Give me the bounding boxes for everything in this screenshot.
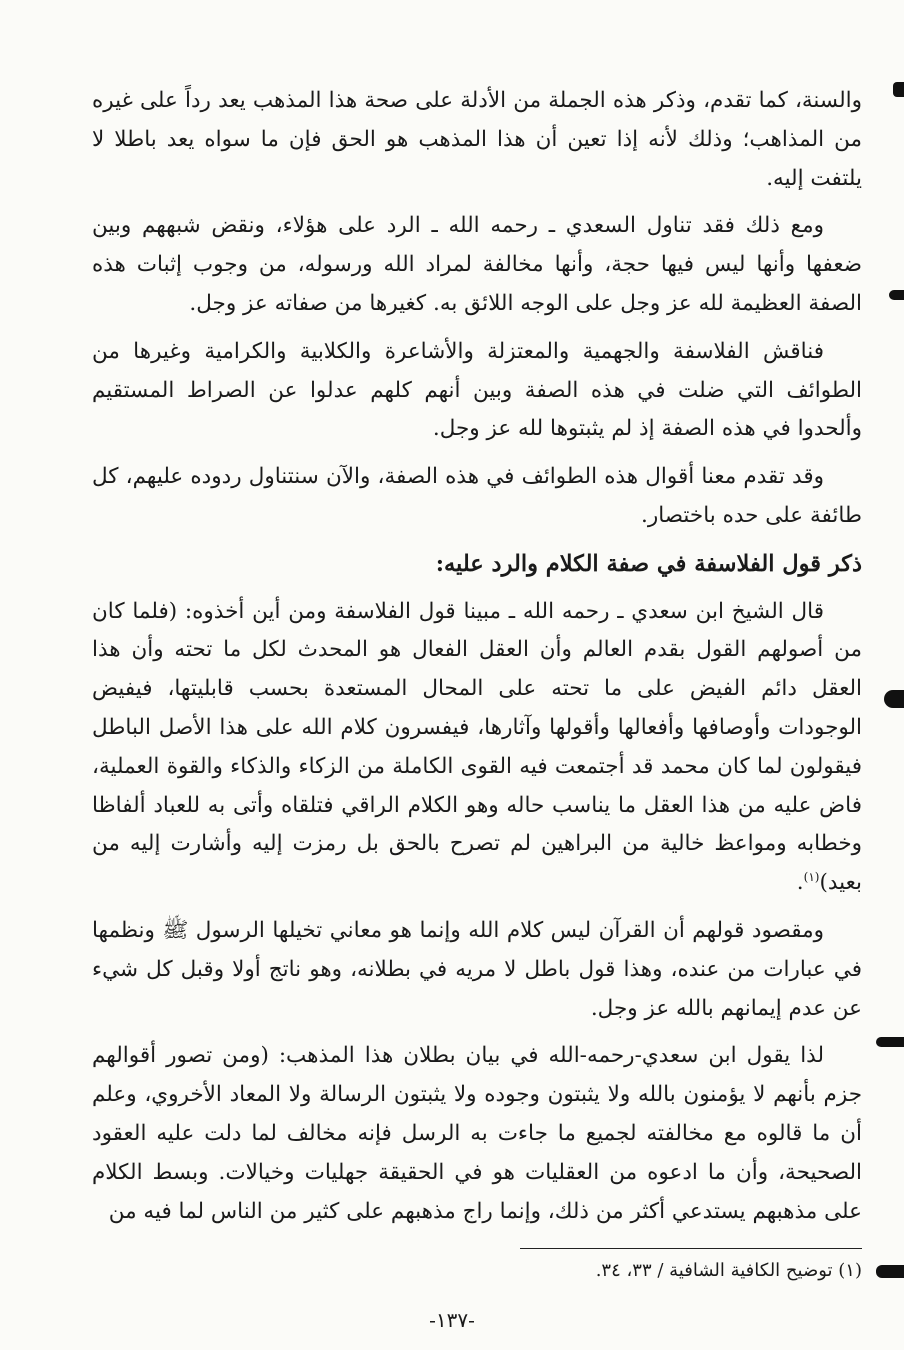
footnote-reference[interactable]: (١) (803, 869, 820, 884)
paragraph-7: لذا يقول ابن سعدي-رحمه-الله في بيان بطلان هذا المذهب: (ومن تصور أقوالهم جزم بأنهم لا يؤمنون بالله ولا يثبتون وجوده ولا يثبتون الرسالة ولا المعاد الأخروي، وعلم أن ما قالوه مع مخالفته لجميع ما جاءت به الرسل فإنه مخالف لما دلت عليه العقود الصحيحة، وأن ما ادعوه من العقليات هو في الحقيقة جهليات وخيالات. وبسط الكلام على مذهبهم يستدعي أكثر من ذلك، وإنما راج مذهبهم على كثير من الناس لما فيه من (92, 1043, 862, 1224)
scan-edge-mark (884, 690, 904, 708)
section-heading: ذكر قول الفلاسفة في صفة الكلام والرد عليه: (435, 550, 862, 577)
scan-edge-mark (876, 1037, 904, 1047)
paragraph-1: والسنة، كما تقدم، وذكر هذه الجملة من الأدلة على صحة هذا المذهب يعد رداً على غيره من المذاهب؛ وذلك لأنه إذا تعين أن هذا المذهب هو الحق فإن ما سواه يعد باطلا لا يلتفت إليه. (92, 88, 862, 191)
paragraph-6: ومقصود قولهم أن القرآن ليس كلام الله وإنما هو معاني تخيلها الرسول ﷺ ونظمها في عبارات من عنده، وهذا قول باطل لا مريه في بطلانه، وهو ناتج أولا وقبل كل شيء عن عدم إيمانهم بالله عز وجل. (92, 917, 862, 1021)
scan-edge-mark (889, 290, 904, 300)
quote-end: . (796, 870, 804, 896)
footnote: (١) توضيح الكافية الشافية / ٣٣، ٣٤. (595, 1260, 862, 1281)
main-text (92, 82, 862, 1240)
paragraph-2: ومع ذلك فقد تناول السعدي ـ رحمه الله ـ الرد على هؤلاء، ونقض شبههم وبين ضعفها وأنها ليس فيها حجة، وأنها مخالفة لمراد الله ورسوله، من وجوب إثبات هذه الصفة العظيمة لله عز وجل على الوجه اللائق به. كغيرها من صفاته عز وجل. (92, 213, 862, 316)
scan-edge-mark (893, 82, 904, 97)
page-number: -١٣٧- (429, 1308, 475, 1332)
paragraph-3: فناقش الفلاسفة والجهمية والمعتزلة والأشاعرة والكلابية والكرامية وغيرها من الطوائف التي ضلت في هذه الصفة وبين أنهم كلهم عدلوا عن الصراط المستقيم وألحدوا في هذه الصفة إذ لم يثبتوها لله عز وجل. (92, 338, 862, 442)
footnote-divider (520, 1248, 862, 1249)
quote-text: قال الشيخ ابن سعدي ـ رحمه الله ـ مبينا قول الفلاسفة ومن أين أخذوه: (فلما كان من أصولهم القول بقدم العالم وأن العقل الفعال هو المحدث لكل ما تحته وأن هذا العقل دائم الفيض على ما تحته على المحال المستعدة بحسب قابليتها، فيفيض الوجودات وأوصافها وأفعالها وأقولها وآثارها، فيفسرون كلام الله على هذا الأصل الباطل فيقولون لما كان محمد قد أجتمعت فيه القوى الكاملة من الزكاء والذكاء والقوة العملية، فاض عليه من هذا العقل ما يناسب حاله وهو الكلام الراقي فتلقاه وأتى به للعباد ألفاظا وخطابه ومواعظ خالية من البراهين لم تصرح بالحق بل رمزت إليه وأشارت إليه من بعيد) (92, 598, 862, 896)
quote-paragraph (92, 593, 862, 903)
scan-edge-mark (876, 1265, 904, 1278)
paragraph-4: وقد تقدم معنا أقوال هذه الطوائف في هذه الصفة، والآن سنتناول ردوده عليهم، كل طائفة على حده باختصار. (92, 464, 862, 528)
